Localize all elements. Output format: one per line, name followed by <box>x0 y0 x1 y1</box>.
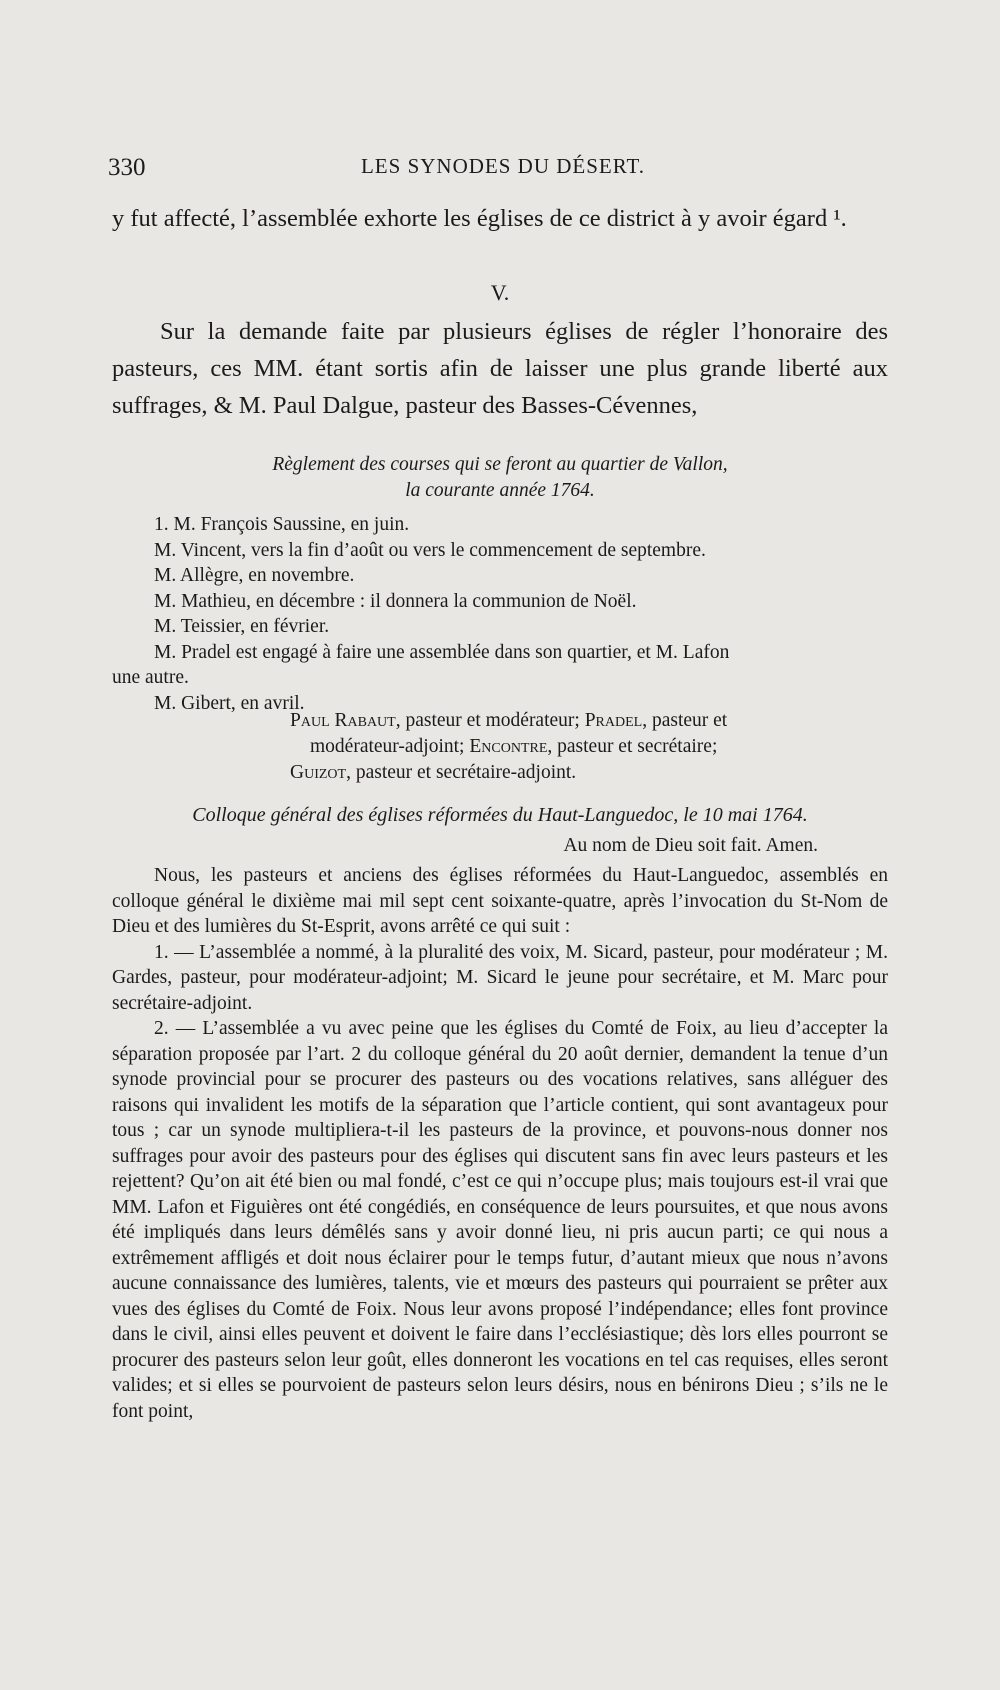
section-v-text: Sur la demande faite par plusieurs églises de régler l’honoraire des pasteurs, ces MM. étant sortis afin de laisser une plus grande liberté aux suffrages, & M. Paul Dalgue, pasteur des Basses-Cévennes, <box>112 318 888 419</box>
signatory-role: , pasteur et secrétaire; <box>547 736 718 757</box>
list-item: M. Gibert, en avril. <box>154 692 305 714</box>
signatures <box>290 708 890 786</box>
list-item: une autre. <box>112 667 189 688</box>
list-item: M. Allègre, en novembre. <box>154 565 355 586</box>
list-item: M. Mathieu, en décembre : il donnera la communion de Noël. <box>154 590 637 612</box>
section-heading-v: V. <box>490 280 510 305</box>
list-item: M. Vincent, vers la fin d’août ou vers le commencement de septembre. <box>154 539 706 561</box>
colloque-paragraph: 1. — L’assemblée a nommé, à la pluralité des voix, M. Sicard, pasteur, pour modérateur ; M. Gardes, pasteur, pour modérateur-adjoint; M. Sicard le jeune pour secrétaire, et M. Marc pour secrétaire-adjoint. <box>112 941 888 1014</box>
colloque-title: Colloque général des églises réformées du Haut-Languedoc, le 10 mai 1764. <box>192 804 808 826</box>
list-item: M. Pradel est engagé à faire une assemblée dans son quartier, et M. Lafon <box>154 641 730 663</box>
list-item: M. Teissier, en février. <box>154 616 330 637</box>
signatory-name: Paul Rabaut <box>290 710 396 731</box>
signatory-name: Encontre <box>469 736 548 757</box>
colloque-paragraph: Nous, les pasteurs et anciens des églises réformées du Haut-Languedoc, assemblés en colloque général le dixième mai mil sept cent soixante-quatre, après l’invocation du St-Nom de Dieu et des lumières du St-Esprit, avons arrêté ce qui suit : <box>112 865 888 937</box>
signatory-name: Guizot <box>290 762 347 783</box>
invocation: Au nom de Dieu soit fait. Amen. <box>563 834 818 856</box>
signatory-role: , pasteur et <box>642 710 728 731</box>
colloque-body <box>112 863 888 1424</box>
signature-line-3 <box>290 760 890 786</box>
signature-line-2 <box>290 734 890 760</box>
colloque-paragraph: 2. — L’assemblée a vu avec peine que les églises du Comté de Foix, au lieu d’accepter la séparation proposée par l’art. 2 du colloque général du 20 août dernier, demandent la tenue d’un synode provincial pour se procurer des pasteurs ou des vocations relatives, sans alléguer des raisons qui invalident les motifs de la séparation que l’article contient, qui sont avantageux pour tous ; car un synode multipliera-t-il les pasteurs de la province, et pouvons-nous donner nos suffrages pour avoir des pasteurs pour des églises qui discutent sans fin avec leurs pasteurs et les rejettent? Qu’on ait été bien ou mal fondé, c’est ce qui n’occupe plus; mais toujours est-il vrai que MM. Lafon et Figuières ont été congédiés, en conséquence de leurs poursuites, et que nous avons été impliqués dans leurs démêlés sans y avoir donné lieu, ni pris aucun parti; ce qui nous a extrêmement affligés et doit nous éclairer pour le temps futur, d’autant mieux que nous n’avons aucune connaissance des lumières, talents, vie et mœurs des pasteurs qui pourraient se prêter aux vues des églises du Comté de Foix. Nous leur avons proposé l’indépendance; elles font province dans le civil, ainsi elles peuvent et doivent le faire dans l’ecclésiastique; dès lors elles pourront se procurer des pasteurs selon leur goût, elles donneront les vocations en tel cas requises, elles seront valides; et si elles se pourvoient de pasteurs selon leurs désirs, nous en bénirons Dieu ; s’ils ne le font point, <box>112 1018 888 1422</box>
signatory-role: , pasteur et secrétaire-adjoint. <box>346 762 577 783</box>
continuation-paragraph <box>112 200 888 237</box>
reglement-title-line2: la courante année 1764. <box>405 479 595 501</box>
signatory-role: , pasteur et modérateur; <box>395 710 585 731</box>
page-number: 330 <box>108 154 146 181</box>
colloque-section <box>112 803 888 858</box>
signatory-role: modérateur-adjoint; <box>310 736 470 757</box>
signatory-name: Pradel <box>584 710 643 731</box>
section-v-paragraph <box>112 313 888 424</box>
signature-line-1 <box>290 708 890 734</box>
list-item: 1. M. François Saussine, en juin. <box>154 514 410 535</box>
reglement-title-line1: Règlement des courses qui se feront au quartier de Vallon, <box>272 454 728 475</box>
reglement-title <box>112 452 888 503</box>
continuation-text: y fut affecté, l’assemblée exhorte les églises de ce district à y avoir égard ¹. <box>112 205 847 232</box>
reglement-list <box>112 512 888 716</box>
running-title: LES SYNODES DU DÉSERT. <box>360 154 646 178</box>
page-header <box>108 154 898 188</box>
